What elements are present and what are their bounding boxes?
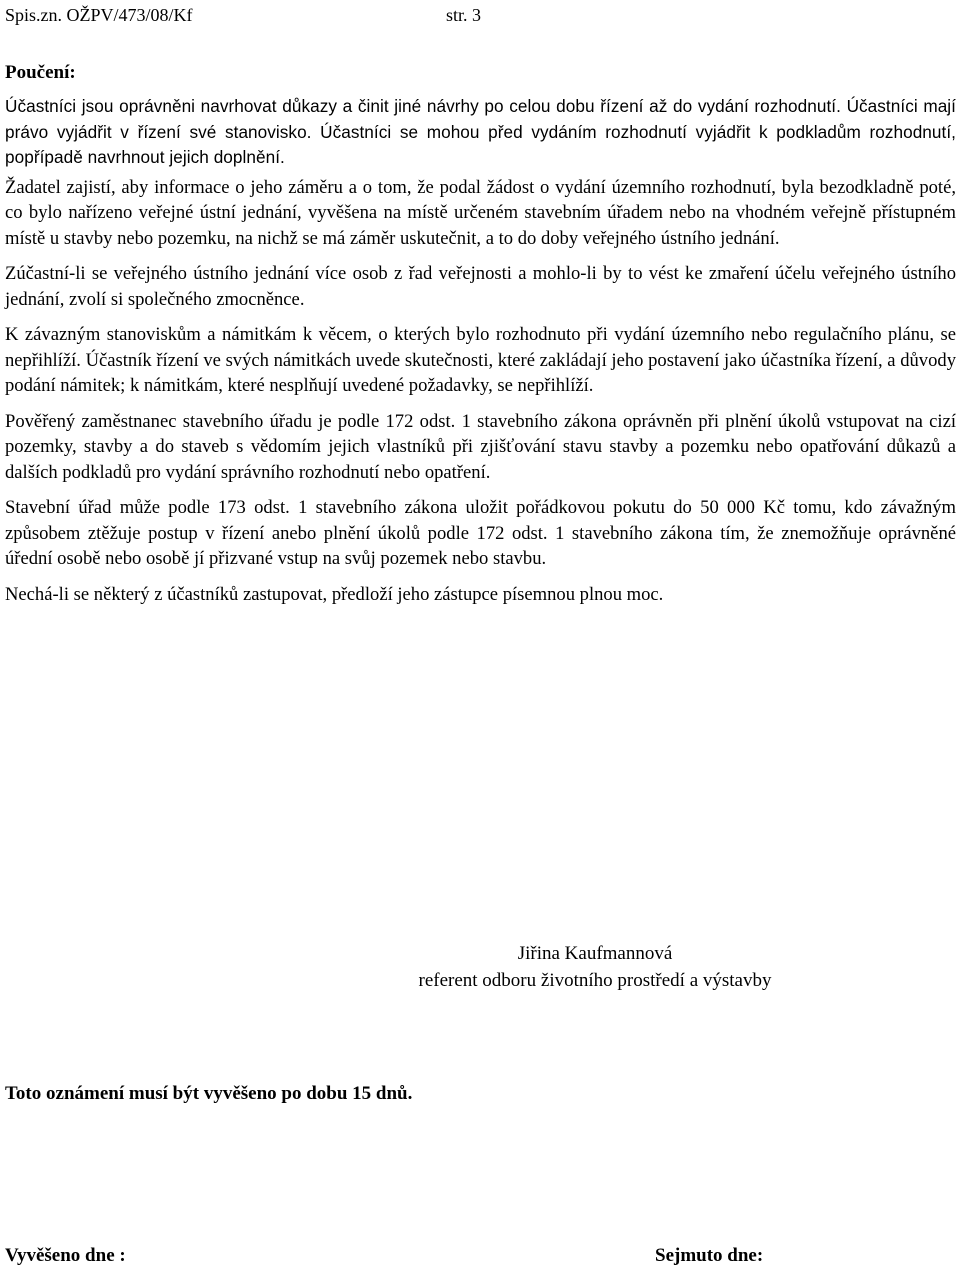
signatory-role: referent odboru životního prostředí a výstavby bbox=[418, 970, 772, 991]
paragraph-objections: K závazným stanoviskům a námitkám k věcem, o kterých bylo rozhodnuto při vydání územního nebo regulačního plánu, se nepřihlíží. Účastník řízení ve svých námitkách uvede skutečnosti, které zakládají jeho postavení jako účastníka řízení, a důvody podání námitek; k námitkám, které nesplňují uvedené požadavky, se nepřihlíží. bbox=[5, 324, 956, 396]
signatory-name: Jiřina Kaufmannová bbox=[517, 943, 673, 964]
paragraph-rights: Účastníci jsou oprávněni navrhovat důkazy a činit jiné návrhy po celou dobu řízení až do vydání rozhodnutí. Účastníci mají právo vyjádřit v řízení své stanovisko. Účastníci se mohou před vydáním rozhodnutí vyjádřit k podkladům rozhodnutí, popřípadě navrhnout jejich doplnění. bbox=[5, 96, 956, 167]
paragraph-common-representative: Zúčastní-li se veřejného ústního jednání více osob z řad veřejnosti a mohlo-li by to vést ke zmaření účelu veřejného ústního jednání, zvolí si společného zmocněnce. bbox=[5, 263, 956, 310]
page-header bbox=[5, 5, 482, 26]
page-number: str. 3 bbox=[446, 5, 482, 25]
posted-date-label: Vyvěšeno dne : bbox=[5, 1245, 126, 1266]
paragraph-representation: Nechá-li se některý z účastníků zastupovat, předloží jeho zástupce písemnou plnou moc. bbox=[5, 583, 664, 605]
paragraph-authorized-employee: Pověřený zaměstnanec stavebního úřadu je podle 172 odst. 1 stavebního zákona oprávněn při plnění úkolů vstupovat na cizí pozemky, stavby a do staveb s vědomím jejich vlastníků při zjišťování stavu stavby a pozemku nebo opatřování důkazů a dalších podkladů pro vydání správního rozhodnutí nebo opatření. bbox=[5, 410, 956, 483]
paragraph-fine: Stavební úřad může podle 173 odst. 1 stavebního zákona uložit pořádkovou pokutu do 50 000 Kč tomu, kdo závažným způsobem ztěžuje postup v řízení anebo plnění úkolů podle 172 odst. 1 stavebního zákona tím, že znemožňuje oprávněné úřední osobě nebo osobě jí přizvané vstup na svůj pozemek nebo stavbu. bbox=[5, 497, 956, 569]
paragraph-applicant-duty: Žadatel zajistí, aby informace o jeho záměru a o tom, že podal žádost o vydání územního rozhodnutí, byla bezodkladně poté, co bylo nařízeno veřejné ústní jednání, vyvěšena na místě určeném stavebním úřadem nebo na vhodném veřejně přístupném místě u stavby nebo pozemku, na nichž se má záměr uskutečnit, a to do doby veřejného ústního jednání. bbox=[5, 176, 956, 249]
removed-date-label: Sejmuto dne: bbox=[655, 1245, 764, 1266]
document-body bbox=[5, 94, 956, 617]
posting-notice: Toto oznámení musí být vyvěšeno po dobu 15 dnů. bbox=[5, 1083, 413, 1104]
section-heading: Poučení: bbox=[5, 62, 76, 83]
signature-block bbox=[0, 940, 960, 994]
file-reference: Spis.zn. OŽPV/473/08/Kf bbox=[5, 5, 193, 25]
